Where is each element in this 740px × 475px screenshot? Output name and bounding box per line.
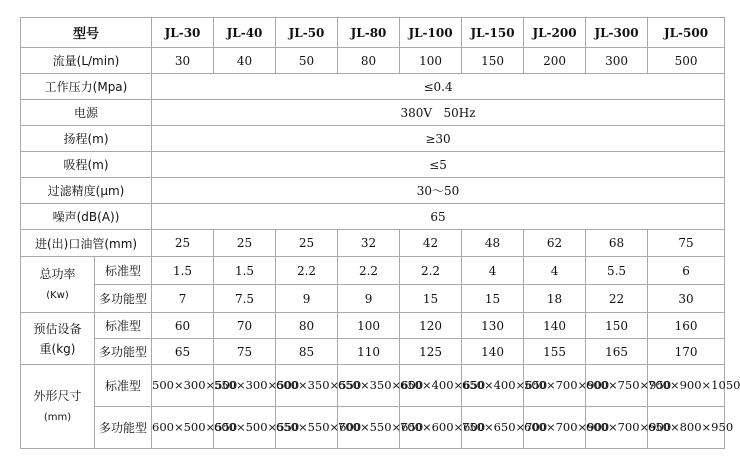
power-standard-cell: 2.2 <box>338 257 400 285</box>
flow-cell: 50 <box>276 48 338 74</box>
power-multi-cell: 15 <box>400 285 462 313</box>
power-standard-cell: 5.5 <box>586 257 648 285</box>
dimension-multi-label: 多功能型 <box>95 407 152 449</box>
power-standard-cell: 1.5 <box>214 257 276 285</box>
dimension-standard-cell: 600×350×550 <box>276 365 338 407</box>
noise-label: 噪声(dB(A)) <box>21 204 152 230</box>
power-multi-cell: 7.5 <box>214 285 276 313</box>
power-standard-cell: 6 <box>648 257 725 285</box>
noise-row <box>21 204 725 230</box>
dimension-standard-row <box>21 365 725 407</box>
pressure-row <box>21 74 725 100</box>
weight-standard-cell: 100 <box>338 313 400 339</box>
flow-cell: 40 <box>214 48 276 74</box>
weight-label-line2: 重(kg) <box>39 341 76 356</box>
power-multi-row <box>21 285 725 313</box>
suction-label: 吸程(m) <box>21 152 152 178</box>
weight-standard-label: 标准型 <box>95 313 152 339</box>
pipe-cell: 42 <box>400 230 462 257</box>
power-multi-label: 多功能型 <box>95 285 152 313</box>
power-standard-cell: 4 <box>524 257 586 285</box>
power-supply-value: 380V 50Hz <box>152 100 725 126</box>
weight-label-line1: 预估设备 <box>33 321 82 336</box>
filter-label: 过滤精度(μm) <box>21 178 152 204</box>
model-header: JL-200 <box>524 18 586 48</box>
weight-standard-cell: 60 <box>152 313 214 339</box>
power-multi-cell: 7 <box>152 285 214 313</box>
power-standard-cell: 4 <box>462 257 524 285</box>
pipe-cell: 32 <box>338 230 400 257</box>
dimension-multi-cell: 600×500×550 <box>214 407 276 449</box>
pipe-cell: 25 <box>276 230 338 257</box>
weight-multi-row <box>21 339 725 365</box>
flow-cell: 200 <box>524 48 586 74</box>
dimension-multi-row <box>21 407 725 449</box>
power-standard-cell: 2.2 <box>400 257 462 285</box>
power-standard-row <box>21 257 725 285</box>
weight-standard-cell: 70 <box>214 313 276 339</box>
power-supply-row <box>21 100 725 126</box>
pressure-value: ≤0.4 <box>152 74 725 100</box>
dimension-multi-cell: 600×500×550 <box>152 407 214 449</box>
model-header: JL-300 <box>586 18 648 48</box>
dimension-standard-label: 标准型 <box>95 365 152 407</box>
model-header-label: 型号 <box>21 18 152 48</box>
weight-standard-cell: 140 <box>524 313 586 339</box>
power-multi-cell: 18 <box>524 285 586 313</box>
pipe-cell: 48 <box>462 230 524 257</box>
dimension-standard-cell: 650×350×600 <box>338 365 400 407</box>
power-multi-cell: 22 <box>586 285 648 313</box>
weight-multi-label: 多功能型 <box>95 339 152 365</box>
model-row <box>21 18 725 48</box>
pipe-cell: 75 <box>648 230 725 257</box>
dimension-multi-cell: 600×700×900 <box>524 407 586 449</box>
dimension-multi-cell: 650×550×600 <box>276 407 338 449</box>
dimension-standard-cell: 500×300×500 <box>152 365 214 407</box>
flow-cell: 500 <box>648 48 725 74</box>
flow-cell: 150 <box>462 48 524 74</box>
pipe-cell: 68 <box>586 230 648 257</box>
power-multi-cell: 30 <box>648 285 725 313</box>
filter-row <box>21 178 725 204</box>
dimension-label-line2: (mm) <box>43 411 72 423</box>
dimension-multi-cell: 650×800×950 <box>648 407 725 449</box>
model-header: JL-80 <box>338 18 400 48</box>
weight-multi-cell: 170 <box>648 339 725 365</box>
weight-standard-cell: 130 <box>462 313 524 339</box>
weight-label <box>21 313 95 365</box>
power-multi-cell: 9 <box>338 285 400 313</box>
model-header: JL-500 <box>648 18 725 48</box>
dimension-standard-cell: 700×900×1050 <box>648 365 725 407</box>
power-multi-cell: 9 <box>276 285 338 313</box>
flow-row <box>21 48 725 74</box>
total-power-label-line2: (Kw) <box>46 289 69 301</box>
weight-multi-cell: 165 <box>586 339 648 365</box>
model-header: JL-50 <box>276 18 338 48</box>
power-supply-label: 电源 <box>21 100 152 126</box>
dimension-standard-cell: 650×400×650 <box>400 365 462 407</box>
dimension-multi-cell: 700×600×600 <box>400 407 462 449</box>
pressure-label: 工作压力(Mpa) <box>21 74 152 100</box>
pipe-label: 进(出)口油管(mm) <box>21 230 152 257</box>
pipe-row <box>21 230 725 257</box>
noise-value: 65 <box>152 204 725 230</box>
dimension-standard-cell: 650×400×650 <box>462 365 524 407</box>
flow-cell: 30 <box>152 48 214 74</box>
weight-multi-cell: 85 <box>276 339 338 365</box>
dimension-label <box>21 365 95 449</box>
dimension-label-line1: 外形尺寸 <box>33 388 82 403</box>
power-standard-label: 标准型 <box>95 257 152 285</box>
head-label: 扬程(m) <box>21 126 152 152</box>
model-header: JL-40 <box>214 18 276 48</box>
suction-row <box>21 152 725 178</box>
weight-standard-cell: 150 <box>586 313 648 339</box>
pipe-cell: 62 <box>524 230 586 257</box>
power-standard-cell: 1.5 <box>152 257 214 285</box>
model-header: JL-30 <box>152 18 214 48</box>
model-header: JL-150 <box>462 18 524 48</box>
flow-label: 流量(L/min) <box>21 48 152 74</box>
dimension-multi-cell: 750×650×700 <box>462 407 524 449</box>
power-standard-cell: 2.2 <box>276 257 338 285</box>
weight-multi-cell: 75 <box>214 339 276 365</box>
weight-multi-cell: 140 <box>462 339 524 365</box>
weight-multi-cell: 65 <box>152 339 214 365</box>
suction-value: ≤5 <box>152 152 725 178</box>
dimension-multi-cell: 600×700×900 <box>586 407 648 449</box>
weight-multi-cell: 125 <box>400 339 462 365</box>
power-multi-cell: 15 <box>462 285 524 313</box>
flow-cell: 100 <box>400 48 462 74</box>
filter-value: 30～50 <box>152 178 725 204</box>
weight-standard-cell: 160 <box>648 313 725 339</box>
pipe-cell: 25 <box>214 230 276 257</box>
dimension-multi-cell: 700×550×650 <box>338 407 400 449</box>
dimension-standard-cell: 600×750×950 <box>586 365 648 407</box>
model-header: JL-100 <box>400 18 462 48</box>
total-power-label <box>21 257 95 313</box>
head-value: ≥30 <box>152 126 725 152</box>
spec-table <box>20 17 740 449</box>
flow-cell: 300 <box>586 48 648 74</box>
dimension-standard-cell: 550×300×500 <box>214 365 276 407</box>
weight-multi-cell: 155 <box>524 339 586 365</box>
weight-standard-cell: 80 <box>276 313 338 339</box>
flow-cell: 80 <box>338 48 400 74</box>
total-power-label-line1: 总功率 <box>39 266 76 281</box>
weight-multi-cell: 110 <box>338 339 400 365</box>
weight-standard-row <box>21 313 725 339</box>
dimension-standard-cell: 500×700×900 <box>524 365 586 407</box>
head-row <box>21 126 725 152</box>
pipe-cell: 25 <box>152 230 214 257</box>
weight-standard-cell: 120 <box>400 313 462 339</box>
